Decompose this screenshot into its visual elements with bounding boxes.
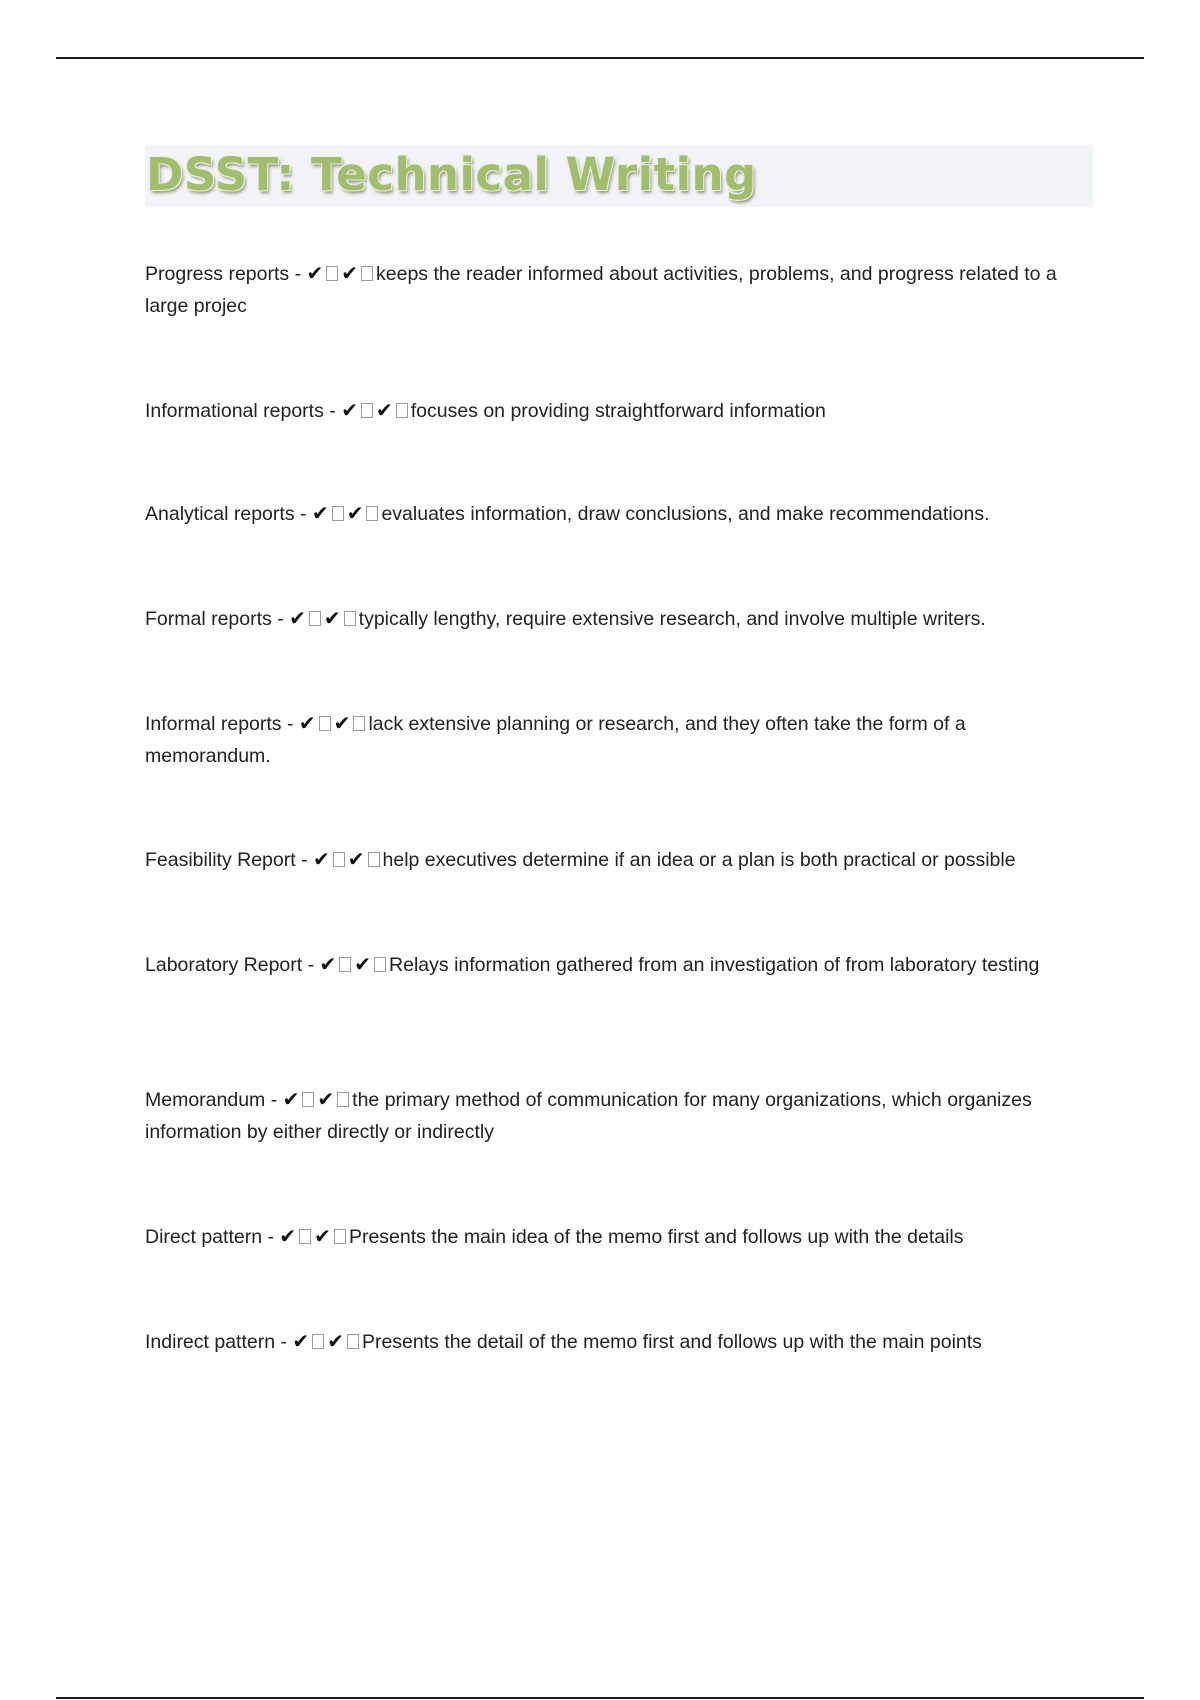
missing-glyph-box-icon [334, 1229, 346, 1244]
check-mark-icon: ✔ [289, 606, 306, 630]
entry-formal-reports [145, 602, 1075, 635]
entry-definition: Presents the detail of the memo first and follows up with the main points [361, 1331, 982, 1353]
missing-glyph-box-icon [309, 611, 321, 626]
entry-separator: - [329, 400, 336, 422]
missing-glyph-box-icon [361, 266, 373, 281]
check-mark-icon: ✔ [311, 501, 329, 525]
check-mark-icon: ✔ [314, 1224, 331, 1248]
missing-glyph-box-icon [333, 852, 345, 867]
entry-definition: the primary method of communication for many organizations, which organizes information by either directly or indirectly [145, 1089, 1032, 1143]
missing-glyph-box-icon [368, 852, 380, 867]
check-mark-icon: ✔ [347, 847, 365, 871]
check-mark-icon: ✔ [341, 398, 358, 422]
missing-glyph-box-icon [332, 506, 344, 521]
missing-glyph-box-icon [299, 1229, 311, 1244]
entry-separator: - [277, 608, 284, 630]
check-mark-icon: ✔ [306, 261, 324, 285]
entry-term: Laboratory Report [145, 954, 303, 976]
entry-separator: - [286, 713, 294, 735]
entry-separator: - [301, 849, 308, 871]
entry-memorandum [145, 1083, 1075, 1148]
entry-term: Feasibility Report [145, 849, 296, 871]
missing-glyph-box-icon [339, 957, 351, 972]
entry-definition: Presents the main idea of the memo first and follows up with the details [348, 1226, 964, 1248]
check-mark-icon: ✔ [346, 501, 364, 525]
entry-feasibility-report [145, 843, 1075, 876]
missing-glyph-box-icon [319, 716, 331, 731]
entry-separator: - [307, 954, 315, 976]
check-mark-icon: ✔ [323, 606, 341, 630]
check-mark-icon: ✔ [327, 1329, 344, 1353]
entry-laboratory-report [145, 948, 1075, 981]
entry-term: Informal reports [145, 713, 282, 735]
check-mark-icon: ✔ [292, 1329, 310, 1353]
entry-separator: - [300, 503, 307, 525]
entry-term: Informational reports [145, 400, 324, 422]
missing-glyph-box-icon [302, 1092, 314, 1107]
check-mark-icon: ✔ [333, 711, 351, 735]
check-mark-icon: ✔ [354, 952, 372, 976]
check-mark-icon: ✔ [375, 398, 393, 422]
entry-analytical-reports [145, 497, 1075, 530]
entry-definition: lack extensive planning or research, and they often take the form of a memorandum. [145, 713, 966, 767]
entry-definition: Relays information gathered from an investigation of from laboratory testing [389, 954, 1040, 976]
entry-definition: focuses on providing straightforward information [410, 400, 826, 422]
bottom-rule [56, 1697, 1144, 1699]
entry-definition: typically lengthy, require extensive research, and involve multiple writers. [358, 608, 986, 630]
check-mark-icon: ✔ [341, 261, 359, 285]
entry-separator: - [294, 263, 302, 285]
entry-term: Memorandum [145, 1089, 266, 1111]
check-mark-icon: ✔ [312, 847, 330, 871]
entry-term: Formal reports [145, 608, 272, 630]
entry-indirect-pattern [145, 1325, 1075, 1358]
check-mark-icon: ✔ [298, 711, 316, 735]
missing-glyph-box-icon [361, 403, 373, 418]
missing-glyph-box-icon [396, 403, 408, 418]
missing-glyph-box-icon [353, 716, 365, 731]
entry-informational-reports [145, 394, 1075, 427]
entry-separator: - [280, 1331, 287, 1353]
entry-term: Progress reports [145, 263, 290, 285]
entry-definition: evaluates information, draw conclusions, and make recommendations. [381, 503, 990, 525]
entry-definition: keeps the reader informed about activities, problems, and progress related to a large projec [145, 263, 1057, 317]
missing-glyph-box-icon [312, 1334, 324, 1349]
entry-separator: - [270, 1089, 278, 1111]
entry-direct-pattern [145, 1220, 1075, 1253]
entry-progress-reports [145, 257, 1075, 322]
entry-separator: - [267, 1226, 274, 1248]
missing-glyph-box-icon [337, 1092, 349, 1107]
missing-glyph-box-icon [326, 266, 338, 281]
entry-definition: help executives determine if an idea or a plan is both practical or possible [382, 849, 1016, 871]
missing-glyph-box-icon [366, 506, 378, 521]
entry-term: Indirect pattern [145, 1331, 276, 1353]
missing-glyph-box-icon [374, 957, 386, 972]
entry-term: Direct pattern [145, 1226, 263, 1248]
check-mark-icon: ✔ [319, 952, 337, 976]
missing-glyph-box-icon [344, 611, 356, 626]
top-rule [56, 57, 1144, 59]
page-title: DSST: Technical Writing [146, 148, 757, 201]
check-mark-icon: ✔ [317, 1087, 335, 1111]
check-mark-icon: ✔ [279, 1224, 297, 1248]
entry-informal-reports [145, 707, 1075, 772]
entry-term: Analytical reports [145, 503, 295, 525]
check-mark-icon: ✔ [282, 1087, 300, 1111]
missing-glyph-box-icon [347, 1334, 359, 1349]
